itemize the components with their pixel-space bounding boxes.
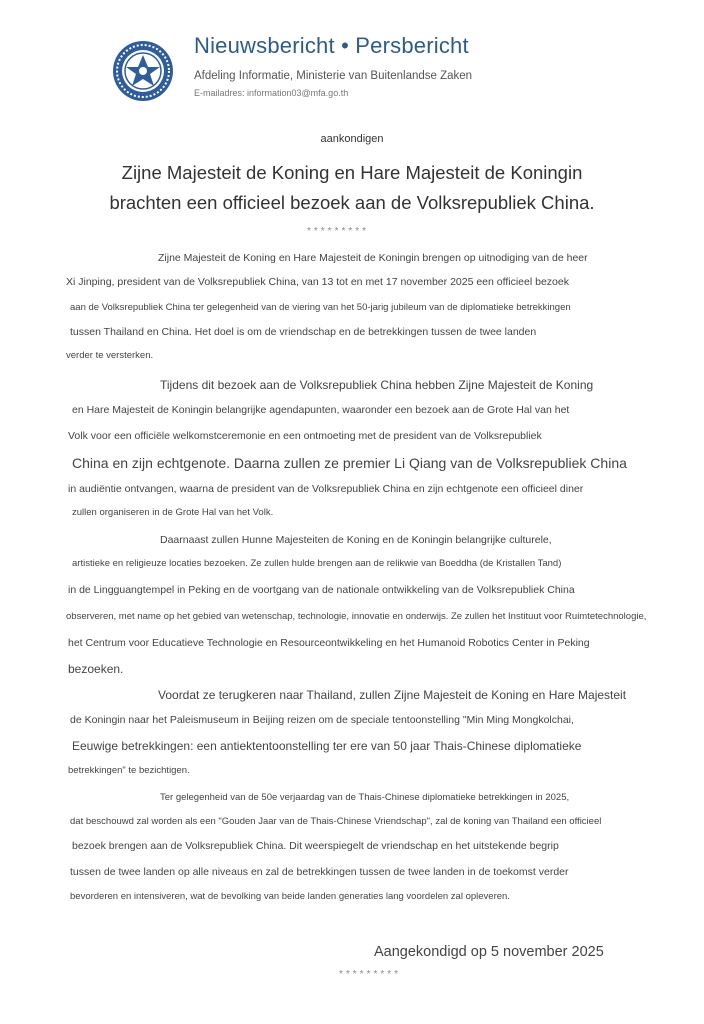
paragraph-2-line: en Hare Majesteit de Koningin belangrijke agendapunten, waaronder een bezoek aan de Grote Hal van het bbox=[72, 404, 570, 416]
footer-separator: ********* bbox=[339, 969, 402, 980]
ministry-seal-logo bbox=[112, 40, 174, 102]
paragraph-4-line: de Koningin naar het Paleismuseum in Beijing reizen om de speciale tentoonstelling "Min Ming Mongkolchai, bbox=[70, 714, 574, 726]
paragraph-5-line: bezoek brengen aan de Volksrepubliek China. Dit weerspiegelt de vriendschap en het uitstekende begrip bbox=[72, 840, 559, 852]
paragraph-5-line: tussen de twee landen op alle niveaus en zal de betrekkingen tussen de twee landen in de toekomst verder bbox=[70, 866, 569, 878]
paragraph-2-line: zullen organiseren in de Grote Hal van het Volk. bbox=[72, 507, 274, 518]
paragraph-4-line: Voordat ze terugkeren naar Thailand, zullen Zijne Majesteit de Koning en Hare Majesteit bbox=[158, 688, 627, 702]
paragraph-3-line: artistieke en religieuze locaties bezoeken. Ze zullen hulde brengen aan de relikwie van Boeddha (de Kristallen Tand) bbox=[72, 558, 562, 569]
headline-separator: ********* bbox=[307, 226, 370, 237]
paragraph-4-line: betrekkingen" te bezichtigen. bbox=[68, 765, 190, 776]
paragraph-2-line: China en zijn echtgenote. Daarna zullen ze premier Li Qiang van de Volksrepubliek China bbox=[72, 455, 627, 471]
paragraph-5-line: dat beschouwd zal worden als een "Gouden Jaar van de Thais-Chinese Vriendschap", zal de koning van Thailand een officieel bbox=[70, 816, 602, 827]
announce-label: aankondigen bbox=[320, 133, 384, 145]
paragraph-3-line: in de Lingguangtempel in Peking en de voortgang van de nationale ontwikkeling van de Volksrepubliek China bbox=[68, 584, 575, 596]
paragraph-5-line: bevorderen en intensiveren, wat de bevolking van beide landen generaties lang voordelen zal opleveren. bbox=[70, 891, 510, 902]
paragraph-4-line: Eeuwige betrekkingen: een antiektentoonstelling ter ere van 50 jaar Thais-Chinese diplomatieke bbox=[72, 739, 582, 753]
paragraph-2-line: Tijdens dit bezoek aan de Volksrepubliek China hebben Zijne Majesteit de Koning bbox=[160, 378, 594, 392]
paragraph-1-line: Xi Jinping, president van de Volksrepubliek China, van 13 tot en met 17 november 2025 een officieel bezoek bbox=[66, 276, 569, 288]
paragraph-3-line: Daarnaast zullen Hunne Majesteiten de Koning en de Koningin belangrijke culturele, bbox=[160, 534, 552, 546]
paragraph-1-line: aan de Volksrepubliek China ter gelegenheid van de viering van het 50-jarig jubileum van de diplomatieke betrekkingen bbox=[70, 302, 571, 313]
header-title: Nieuwsbericht • Persbericht bbox=[194, 33, 469, 58]
paragraph-3-line: bezoeken. bbox=[68, 662, 124, 676]
paragraph-5-line: Ter gelegenheid van de 50e verjaardag van de Thais-Chinese diplomatieke betrekkingen in 2025, bbox=[160, 792, 570, 803]
header-department: Afdeling Informatie, Ministerie van Buitenlandse Zaken bbox=[194, 70, 473, 82]
headline-line-1: Zijne Majesteit de Koning en Hare Majesteit de Koningin bbox=[121, 162, 583, 183]
paragraph-2-line: Volk voor een officiële welkomstceremonie en een ontmoeting met de president van de Volksrepubliek bbox=[68, 430, 542, 442]
paragraph-3-line: het Centrum voor Educatieve Technologie en Resourceontwikkeling en het Humanoid Robotics Center in Peking bbox=[68, 637, 590, 649]
headline-line-2: brachten een officieel bezoek aan de Volksrepubliek China. bbox=[109, 192, 595, 213]
announcement-date: Aangekondigd op 5 november 2025 bbox=[374, 944, 604, 960]
paragraph-2-line: in audiëntie ontvangen, waarna de president van de Volksrepubliek China en zijn echtgenote een officieel diner bbox=[68, 483, 584, 495]
paragraph-1-line: Zijne Majesteit de Koning en Hare Majesteit de Koningin brengen op uitnodiging van de heer bbox=[158, 252, 588, 264]
paragraph-1-line: tussen Thailand en China. Het doel is om de vriendschap en de betrekkingen tussen de twee landen bbox=[70, 326, 537, 338]
paragraph-1-line: verder te versterken. bbox=[66, 350, 154, 361]
header-email: E-mailadres: information03@mfa.go.th bbox=[194, 88, 349, 98]
paragraph-3-line: observeren, met name op het gebied van wetenschap, technologie, innovatie en onderwijs. Ze zullen het Instituut voor Ruimtetechnologie, bbox=[66, 611, 647, 622]
